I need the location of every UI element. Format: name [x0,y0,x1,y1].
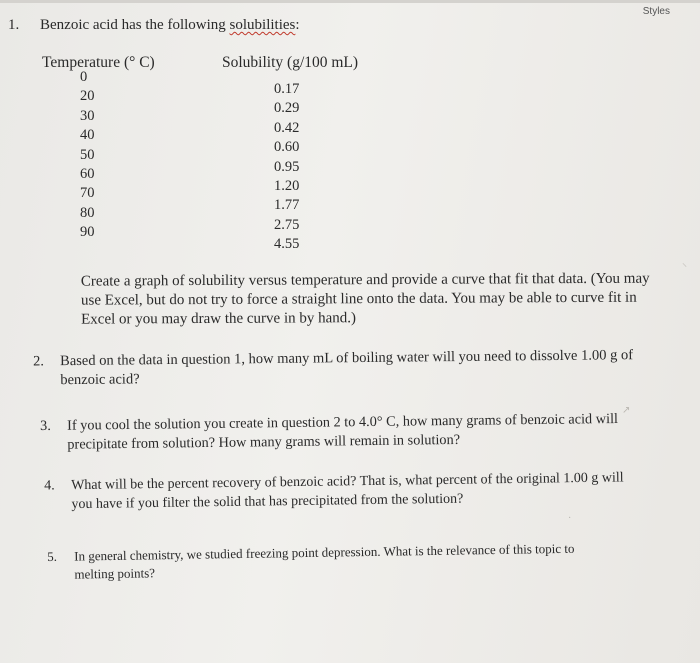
solubility-cell: 0.17 [274,81,300,97]
question-5 [47,538,687,582]
question-1-text-start: Benzoic acid has the following [40,17,230,33]
temperature-cell: 60 [80,165,95,182]
question-1-text-end: : [295,17,300,33]
question-5-text [74,540,575,584]
question-1-instructions [81,269,700,329]
question-5-number: 5. [47,548,58,565]
instruction-line: Excel or you may draw the curve in by hand.) [81,310,357,328]
question-1-number: 1. [8,17,20,33]
solubility-cell: 4.55 [274,236,300,253]
top-border [0,0,700,3]
solubility-cell: 2.75 [274,216,300,233]
temperature-cell: 50 [80,146,95,163]
solubility-cell: 1.20 [274,177,300,194]
temperature-cell: 80 [80,204,95,221]
solubility-cell: 1.77 [274,197,300,214]
temperature-header: Temperature (° C) [42,54,155,71]
question-3-text [67,410,618,455]
question-line: melting points? [74,565,156,582]
temperature-column [80,68,95,243]
temperature-cell: 20 [80,88,95,105]
instruction-line: use Excel, but do not try to force a straight line onto the data. You may be able to curve fit in [80,289,637,309]
solubility-cell: 0.60 [274,139,300,156]
question-line: If you cool the solution you create in question 2 to 4.0° C, how many grams of benzoic acid will [67,410,619,434]
question-line: precipitate from solution? How many grams will remain in solution? [67,431,461,453]
styles-label[interactable]: Styles [642,6,670,17]
question-line: you have if you filter the solid that has precipitated from the solution? [71,491,464,513]
stray-mark: · [568,513,572,524]
solubility-column [274,80,299,255]
question-4-number: 4. [44,478,55,494]
question-line: benzoic acid? [60,371,140,389]
temperature-cell: 90 [80,224,95,241]
question-2-text [60,346,633,390]
stray-mark: ⸜ [682,258,687,269]
temperature-cell: 70 [80,185,95,202]
temperature-cell: 0 [80,69,88,85]
spellcheck-word[interactable]: solubilities [229,17,296,33]
question-3-number: 3. [40,417,51,435]
question-4 [44,467,694,513]
question-line: In general chemistry, we studied freezing point depression. What is the relevance of this topic to [74,540,575,564]
temperature-cell: 30 [80,107,95,124]
question-line: Based on the data in question 1, how many mL of boiling water will you need to dissolve 1.00 g of [60,347,634,370]
question-1-text [40,17,300,34]
question-2-number: 2. [33,353,45,370]
solubility-cell: 0.95 [274,158,300,175]
temperature-cell: 40 [80,127,95,144]
stray-mark: ↗ [622,405,631,416]
question-4-text [71,468,624,514]
question-line: What will be the percent recovery of benzoic acid? That is, what percent of the original 1.00 g will [71,470,624,494]
question-2 [33,346,693,389]
question-3 [40,409,700,453]
solubility-cell: 0.29 [274,100,300,117]
instruction-line: Create a graph of solubility versus temperature and provide a curve that fit that data. (You may [80,270,650,290]
solubility-header: Solubility (g/100 mL) [222,54,359,71]
solubility-cell: 0.42 [274,119,300,136]
